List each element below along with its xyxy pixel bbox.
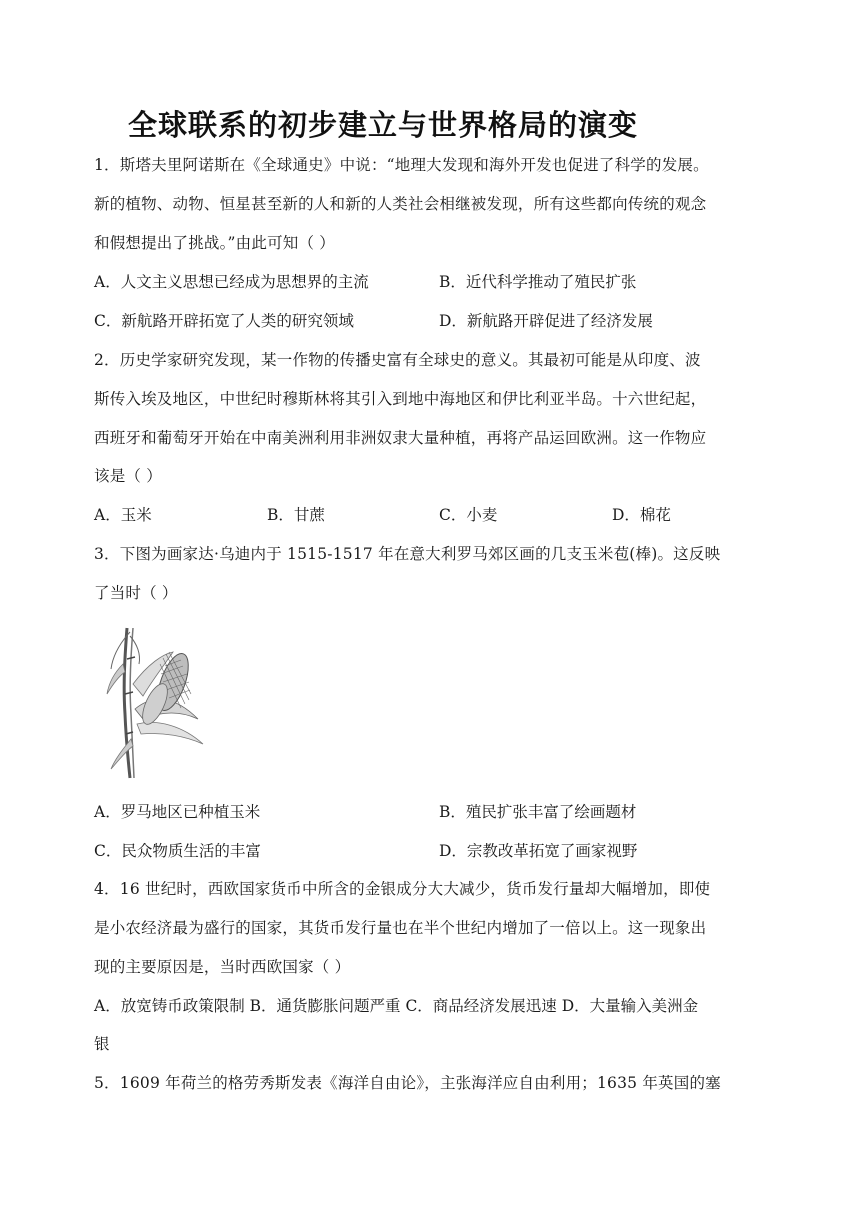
q3-option-d[interactable]: D．宗教改革拓宽了画家视野 xyxy=(439,842,638,860)
q5-stem-line-1: 5．1609 年荷兰的格劳秀斯发表《海洋自由论》，主张海洋应自由利用；1635 年英国的塞 xyxy=(94,1074,721,1092)
q2-option-b[interactable]: B．甘蔗 xyxy=(267,506,325,524)
q3-option-a[interactable]: A．罗马地区已种植玉米 xyxy=(94,803,261,821)
q3-option-c[interactable]: C．民众物质生活的丰富 xyxy=(94,842,261,860)
q2-stem-line-1: 2．历史学家研究发现，某一作物的传播史富有全球史的意义。其最初可能是从印度、波 xyxy=(94,351,701,369)
q2-option-a[interactable]: A．玉米 xyxy=(94,506,152,524)
q2-stem-line-4: 该是（ ） xyxy=(94,467,162,485)
q3-stem-line-1: 3．下图为画家达·乌迪内于 1515-1517 年在意大利罗马郊区画的几支玉米苞(棒)。这反映 xyxy=(94,545,721,563)
q4-stem-line-2: 是小农经济最为盛行的国家，其货币发行量也在半个世纪内增加了一倍以上。这一现象出 xyxy=(94,919,707,937)
q1-option-c[interactable]: C．新航路开辟拓宽了人类的研究领域 xyxy=(94,312,354,330)
q4-options-line[interactable]: A．放宽铸币政策限制 B．通货膨胀问题严重 C．商品经济发展迅速 D．大量输入美洲金 xyxy=(94,997,699,1015)
q4-stem-line-3: 现的主要原因是，当时西欧国家（ ） xyxy=(94,958,351,976)
q1-option-d[interactable]: D．新航路开辟促进了经济发展 xyxy=(439,312,653,330)
q1-stem-line-1: 1．斯塔夫里阿诺斯在《全球通史》中说：“地理大发现和海外开发也促进了科学的发展。 xyxy=(94,156,709,174)
q1-option-b[interactable]: B．近代科学推动了殖民扩张 xyxy=(439,273,637,291)
q4-stem-line-1: 4．16 世纪时，西欧国家货币中所含的金银成分大大减少，货币发行量却大幅增加，即使 xyxy=(94,880,711,898)
q3-option-b[interactable]: B．殖民扩张丰富了绘画题材 xyxy=(439,803,637,821)
q1-stem-line-3: 和假想提出了挑战。”由此可知（ ） xyxy=(94,234,336,252)
page-title: 全球联系的初步建立与世界格局的演变 xyxy=(128,108,639,142)
q1-stem-line-2: 新的植物、动物、恒星甚至新的人和新的人类社会相继被发现，所有这些都向传统的观念 xyxy=(94,195,707,213)
q2-option-c[interactable]: C．小麦 xyxy=(439,506,498,524)
q2-option-d[interactable]: D．棉花 xyxy=(612,506,671,524)
q1-option-a[interactable]: A．人文主义思想已经成为思想界的主流 xyxy=(94,273,369,291)
q3-stem-line-2: 了当时（ ） xyxy=(94,584,178,602)
q2-stem-line-3: 西班牙和葡萄牙开始在中南美洲利用非洲奴隶大量种植，再将产品运回欧洲。这一作物应 xyxy=(94,429,707,447)
corn-sketch-icon xyxy=(103,624,208,780)
q4-options-wrap: 银 xyxy=(94,1035,110,1053)
q2-stem-line-2: 斯传入埃及地区，中世纪时穆斯林将其引入到地中海地区和伊比利亚半岛。十六世纪起， xyxy=(94,390,707,408)
